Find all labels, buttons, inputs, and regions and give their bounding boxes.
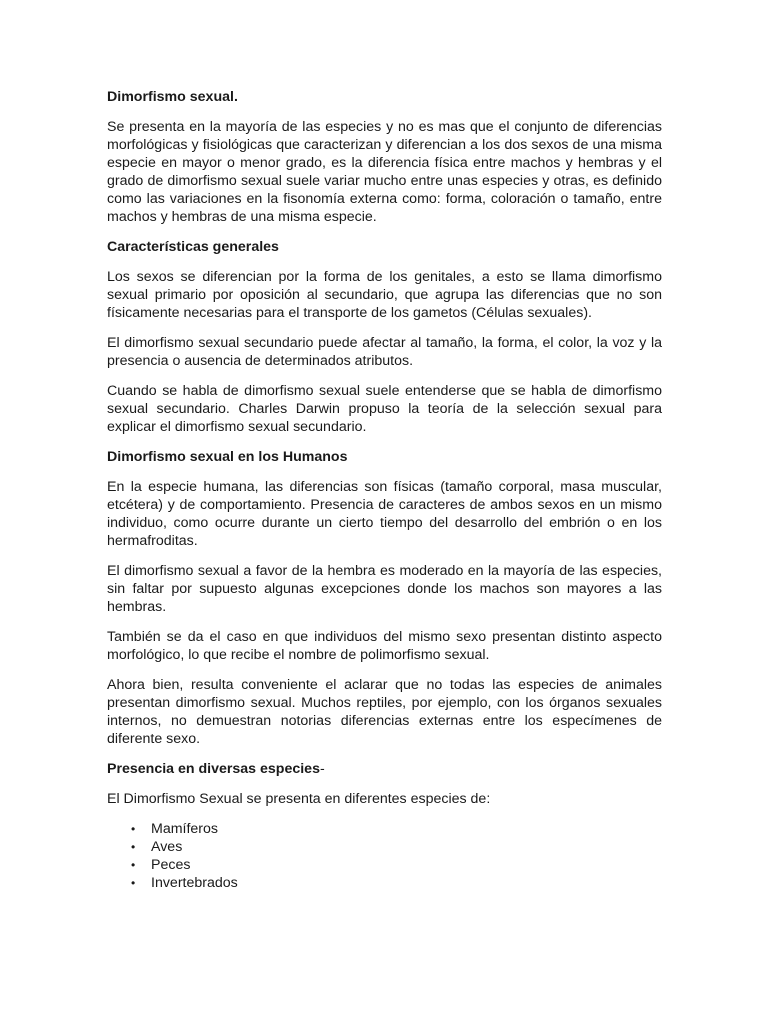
species-intro-paragraph: El Dimorfismo Sexual se presenta en diferentes especies de:: [107, 791, 491, 807]
list-item: [131, 820, 662, 838]
list-item-label: Peces: [151, 857, 191, 873]
list-item-label: Mamíferos: [151, 821, 219, 837]
heading-dash: -: [319, 761, 325, 777]
bullet-icon: •: [131, 858, 136, 872]
paragraph: El dimorfismo sexual secundario puede afectar al tamaño, la forma, el color, la voz y la presencia o ausencia de determinados atributos.: [107, 335, 662, 369]
list-item: [131, 874, 662, 892]
list-item-label: Invertebrados: [151, 875, 238, 891]
section-heading-humanos: Dimorfismo sexual en los Humanos: [107, 449, 348, 465]
section-heading-especies-text: Presencia en diversas especies: [107, 761, 320, 777]
list-item-label: Aves: [151, 839, 183, 855]
section-heading-especies: [107, 760, 662, 778]
paragraph: Los sexos se diferencian por la forma de los genitales, a esto se llama dimorfismo sexual primario por oposición al secundario, que agrupa las diferencias que no son físicamente necesarias para el transporte de los gametos (Células sexuales).: [107, 269, 662, 321]
document-page: [107, 88, 662, 892]
list-item: [131, 838, 662, 856]
bullet-icon: •: [131, 876, 136, 890]
bullet-icon: •: [131, 840, 136, 854]
list-item: [131, 856, 662, 874]
paragraph: En la especie humana, las diferencias son físicas (tamaño corporal, masa muscular, etcétera) y de comportamiento. Presencia de caracteres de ambos sexos en un mismo individuo, como ocurre durante un cierto tiempo del desarrollo del embrión o en los hermafroditas.: [107, 479, 662, 549]
paragraph: Ahora bien, resulta conveniente el aclarar que no todas las especies de animales presentan dimorfismo sexual. Muchos reptiles, por ejemplo, con los órganos sexuales internos, no demuestran notorias diferencias externas entre los especímenes de diferente sexo.: [107, 677, 662, 747]
section-heading-caracteristicas: Características generales: [107, 239, 279, 255]
species-list: [107, 820, 662, 892]
intro-paragraph: Se presenta en la mayoría de las especies y no es mas que el conjunto de diferencias morfológicas y fisiológicas que caracterizan y diferencian a los dos sexos de una misma especie en mayor o menor grado, es la diferencia física entre machos y hembras y el grado de dimorfismo sexual suele variar mucho entre unas especies y otras, es definido como las variaciones en la fisonomía externa como: forma, coloración o tamaño, entre machos y hembras de una misma especie.: [107, 119, 662, 225]
document-title: Dimorfismo sexual.: [107, 89, 238, 105]
paragraph: Cuando se habla de dimorfismo sexual suele entenderse que se habla de dimorfismo sexual secundario. Charles Darwin propuso la teoría de la selección sexual para explicar el dimorfismo sexual secundario.: [107, 383, 662, 435]
bullet-icon: •: [131, 822, 136, 836]
paragraph: El dimorfismo sexual a favor de la hembra es moderado en la mayoría de las especies, sin faltar por supuesto algunas excepciones donde los machos son mayores a las hembras.: [107, 563, 662, 615]
paragraph: También se da el caso en que individuos del mismo sexo presentan distinto aspecto morfológico, lo que recibe el nombre de polimorfismo sexual.: [107, 629, 662, 663]
